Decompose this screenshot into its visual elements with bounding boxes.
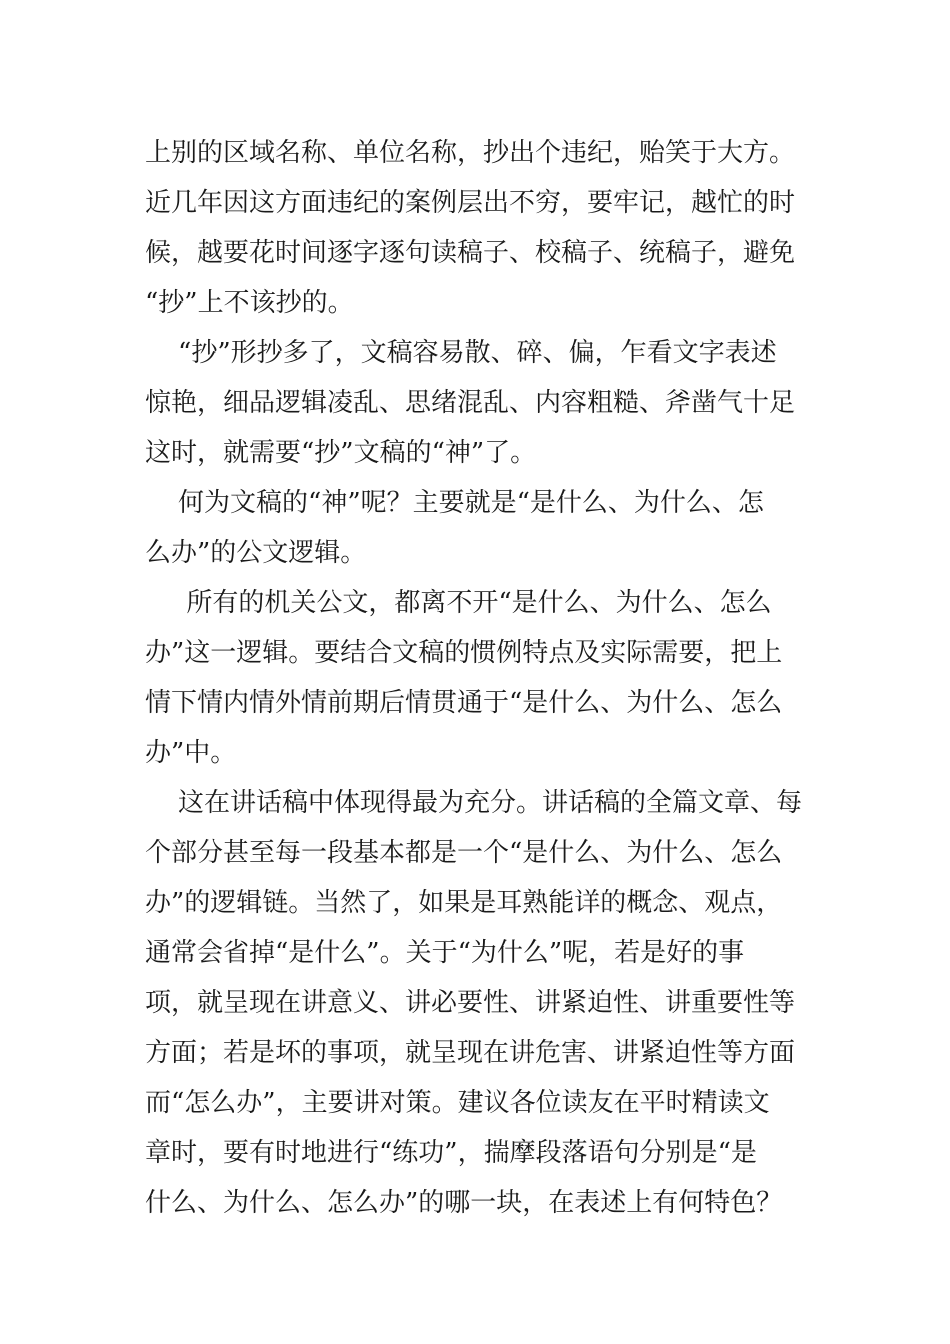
text-line: 办”这一逻辑。要结合文稿的惯例特点及实际需要，把上 bbox=[145, 638, 783, 668]
text-line: 章时，要有时地进行“练功”，揣摩段落语句分别是“是 bbox=[145, 1138, 757, 1168]
text-line: 办”中。 bbox=[145, 738, 237, 768]
text-line: 何为文稿的“神”呢？主要就是“是什么、为什么、怎 bbox=[145, 488, 764, 518]
text-line: 这在讲话稿中体现得最为充分。讲话稿的全篇文章、每 bbox=[145, 788, 803, 818]
text-line: 办”的逻辑链。当然了，如果是耳熟能详的概念、观点， bbox=[145, 888, 783, 918]
text-line: 而“怎么办”，主要讲对策。建议各位读友在平时精读文 bbox=[145, 1088, 770, 1118]
text-line: 情下情内情外情前期后情贯通于“是什么、为什么、怎么 bbox=[145, 688, 783, 718]
text-line: 这时，就需要“抄”文稿的“神”了。 bbox=[145, 438, 537, 468]
text-line: 什么、为什么、怎么办”的哪一块，在表述上有何特色？ bbox=[145, 1188, 783, 1218]
text-line: 方面；若是坏的事项，就呈现在讲危害、讲紧迫性等方面 bbox=[145, 1038, 796, 1068]
body-text bbox=[145, 128, 815, 1228]
text-line: “抄”形抄多了，文稿容易散、碎、偏，乍看文字表述 bbox=[145, 338, 777, 368]
text-line: 个部分甚至每一段基本都是一个“是什么、为什么、怎么 bbox=[145, 838, 783, 868]
text-line: 项，就呈现在讲意义、讲必要性、讲紧迫性、讲重要性等 bbox=[145, 988, 796, 1018]
text-line: 惊艳，细品逻辑凌乱、思绪混乱、内容粗糙、斧凿气十足 bbox=[145, 388, 796, 418]
text-line: 候，越要花时间逐字逐句读稿子、校稿子、统稿子，避免 bbox=[145, 238, 796, 268]
text-line: 上别的区域名称、单位名称，抄出个违纪，贻笑于大方。 bbox=[145, 138, 796, 168]
text-line: 近几年因这方面违纪的案例层出不穷，要牢记，越忙的时 bbox=[145, 188, 796, 218]
text-line: 所有的机关公文，都离不开“是什么、为什么、怎么 bbox=[145, 588, 772, 618]
text-line: 通常会省掉“是什么”。关于“为什么”呢，若是好的事 bbox=[145, 938, 745, 968]
text-line: 么办”的公文逻辑。 bbox=[145, 538, 367, 568]
text-line: “抄”上不该抄的。 bbox=[145, 288, 354, 318]
